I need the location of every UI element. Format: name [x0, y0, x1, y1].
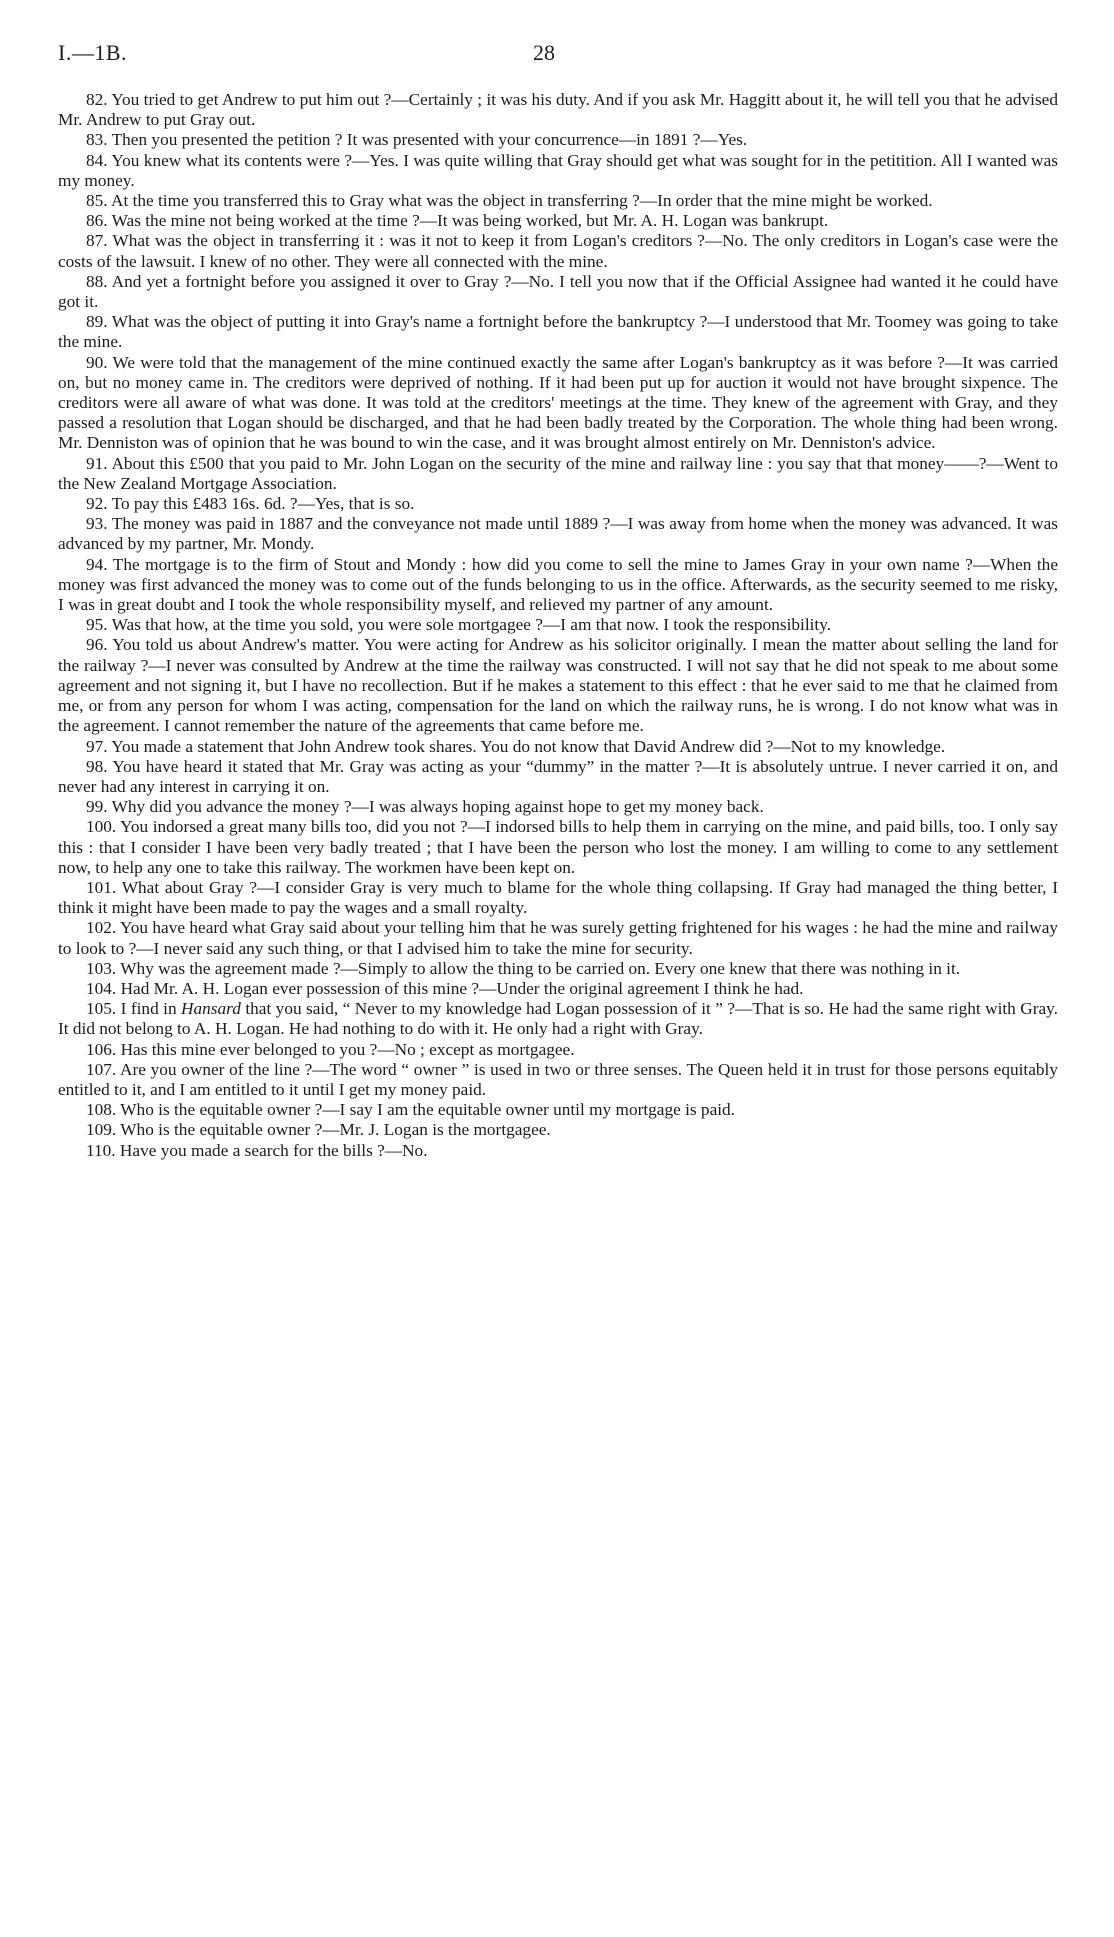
page-header: [58, 40, 1058, 76]
question-answer-100: 100. You indorsed a great many bills too, did you not ?—I indorsed bills to help them in carrying on the mine, and paid bills, too. I only say this : that I consider I have been very badly treated ; that I have been the person who lost the money. I am willing to come to any settlement now, to help any one to take this railway. The workmen have been kept on.: [58, 817, 1058, 877]
question-answer-102: 102. You have heard what Gray said about your telling him that he was surely getting frightened for his wages : he had the mine and railway to look to ?—I never said any such thing, or that I advised him to take the mine for security.: [58, 918, 1058, 958]
question-answer-96: 96. You told us about Andrew's matter. You were acting for Andrew as his solicitor originally. I mean the matter about selling the land for the railway ?—I never was consulted by Andrew at the time the railway was constructed. I will not say that he did not speak to me about some agreement and not signing it, but I have no recollection. But if he makes a statement to this effect : that he ever said to me that he claimed from me, or from any person for whom I was acting, compensation for the land on which the railway runs, he is wrong. I do not know what was in the agreement. I cannot remember the nature of the agreements that came before me.: [58, 635, 1058, 736]
question-answer-93: 93. The money was paid in 1887 and the conveyance not made until 1889 ?—I was away from home when the money was advanced. It was advanced by my partner, Mr. Mondy.: [58, 514, 1058, 554]
question-answer-104: 104. Had Mr. A. H. Logan ever possession of this mine ?—Under the original agreement I think he had.: [86, 978, 804, 998]
question-answer-108: 108. Who is the equitable owner ?—I say I am the equitable owner until my mortgage is paid.: [86, 1100, 736, 1120]
question-answer-89: 89. What was the object of putting it into Gray's name a fortnight before the bankruptcy ?—I understood that Mr. Toomey was going to take the mine.: [58, 312, 1058, 352]
question-answer-103: 103. Why was the agreement made ?—Simply to allow the thing to be carried on. Every one knew that there was nothing in it.: [86, 958, 961, 978]
question-answer-92: 92. To pay this £483 16s. 6d. ?—Yes, that is so.: [86, 494, 415, 514]
qa-105-rest: that you said, “ Never to my knowledge had Logan possession of it ” ?—That is so. He had the same right with Gray. It did not belong to A. H. Logan. He had nothing to do with it. He only had a right with Gray.: [58, 999, 1058, 1039]
hansard-reference: Hansard: [181, 999, 241, 1019]
question-answer-95: 95. Was that how, at the time you sold, you were sole mortgagee ?—I am that now. I took the responsibility.: [86, 615, 832, 635]
question-answer-87: 87. What was the object in transferring it : was it not to keep it from Logan's creditors ?—No. The only creditors in Logan's case were the costs of the lawsuit. I knew of no other. They were all connected with the mine.: [58, 231, 1058, 271]
question-answer-84: 84. You knew what its contents were ?—Yes. I was quite willing that Gray should get what was sought for in the petitition. All I wanted was my money.: [58, 150, 1058, 190]
question-answer-99: 99. Why did you advance the money ?—I was always hoping against hope to get my money back.: [86, 797, 764, 817]
evidence-body: [58, 90, 1058, 1161]
page-number: 28: [533, 40, 555, 65]
question-answer-98: 98. You have heard it stated that Mr. Gray was acting as your “dummy” in the matter ?—It is absolutely untrue. I never carried it on, and never had any interest in carrying it on.: [58, 756, 1058, 796]
question-answer-97: 97. You made a statement that John Andrew took shares. You do not know that David Andrew did ?—Not to my knowledge.: [86, 736, 946, 756]
question-answer-88: 88. And yet a fortnight before you assigned it over to Gray ?—No. I tell you now that if the Official Assignee had wanted it he could have got it.: [58, 271, 1058, 312]
question-answer-106: 106. Has this mine ever belonged to you ?—No ; except as mortgagee.: [86, 1039, 575, 1059]
question-answer-83: 83. Then you presented the petition ? It was presented with your concurrence—in 1891 ?—Yes.: [86, 130, 748, 150]
question-answer-101: 101. What about Gray ?—I consider Gray is very much to blame for the whole thing collapsing. If Gray had managed the thing better, I think it might have been made to pay the wages and a small royalty.: [58, 877, 1058, 918]
qa-105-lead: 105. I find in: [86, 999, 182, 1019]
question-answer-107: 107. Are you owner of the line ?—The word “ owner ” is used in two or three senses. The Queen held it in trust for those persons equitably entitled to it, and I am entitled to it until I get my money paid.: [58, 1059, 1058, 1099]
document-page: [58, 40, 1058, 1161]
question-answer-91: 91. About this £500 that you paid to Mr. John Logan on the security of the mine and railway line : you say that that money——?—Went to the New Zealand Mortgage Association.: [58, 453, 1058, 493]
question-answer-90: 90. We were told that the management of the mine continued exactly the same after Logan's bankruptcy as it was before ?—It was carried on, but no money came in. The creditors were deprived of nothing. If it had been put up for auction it would not have brought sixpence. The creditors were all aware of what was done. It was told at the creditors' meetings at the time. They knew of the agreement with Gray, and they passed a resolution that Logan should be discharged, and that he had been badly treated by the Corporation. The whole thing had been wrong. Mr. Denniston was of opinion that he was bound to win the case, and it was brought almost entirely on Mr. Denniston's advice.: [58, 352, 1058, 453]
paper-reference: I.—1B.: [58, 40, 127, 65]
question-answer-82: 82. You tried to get Andrew to put him out ?—Certainly ; it was his duty. And if you ask Mr. Haggitt about it, he will tell you that he advised Mr. Andrew to put Gray out.: [58, 90, 1058, 130]
question-answer-105: [58, 999, 1058, 1039]
question-answer-85: 85. At the time you transferred this to Gray what was the object in transferring ?—In order that the mine might be worked.: [86, 191, 933, 211]
question-answer-110: 110. Have you made a search for the bills ?—No.: [86, 1140, 428, 1160]
question-answer-94: 94. The mortgage is to the firm of Stout and Mondy : how did you come to sell the mine to James Gray in your own name ?—When the money was first advanced the money was to come out of the funds belonging to us in the office. Afterwards, as the security seemed to me risky, I was in great doubt and I took the whole responsibility myself, and relieved my partner of any amount.: [58, 554, 1058, 615]
question-answer-109: 109. Who is the equitable owner ?—Mr. J. Logan is the mortgagee.: [86, 1120, 551, 1140]
question-answer-86: 86. Was the mine not being worked at the time ?—It was being worked, but Mr. A. H. Logan was bankrupt.: [86, 211, 829, 231]
